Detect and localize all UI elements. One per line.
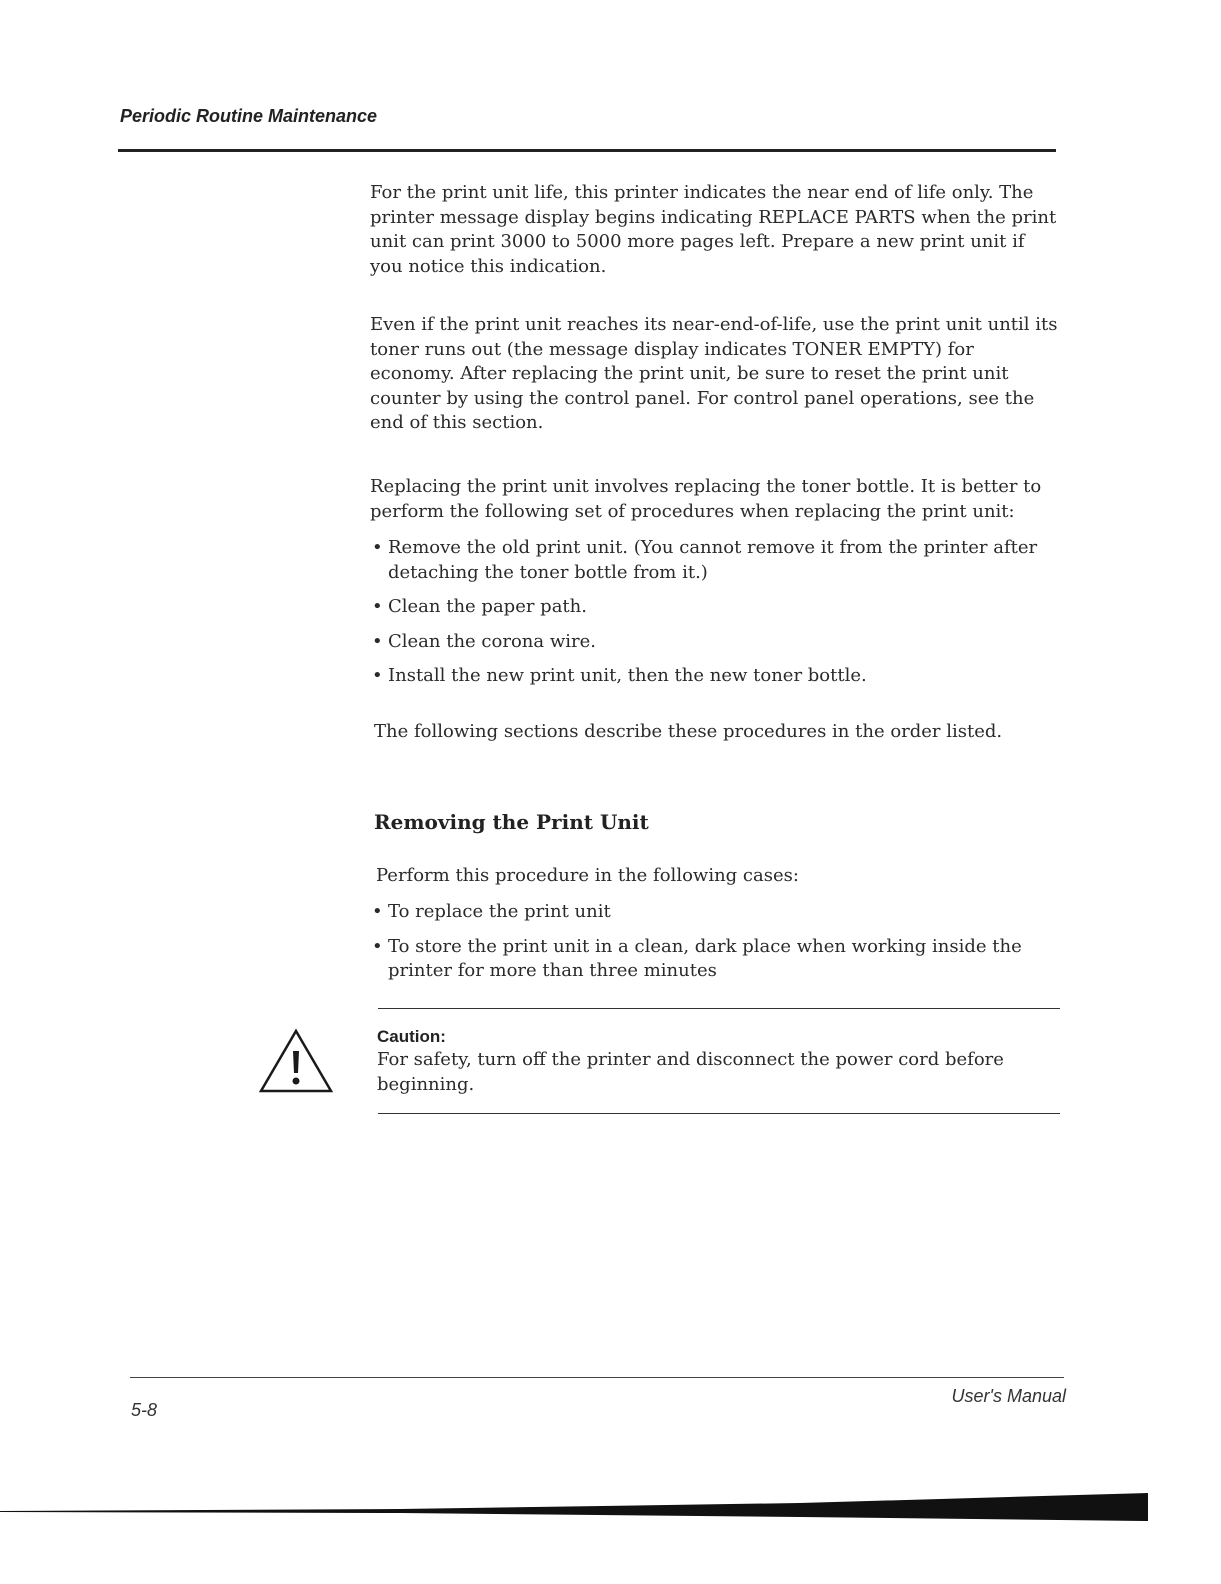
bullet-glyph: • xyxy=(372,596,383,617)
list-item-text: Install the new print unit, then the new toner bottle. xyxy=(388,665,867,686)
footer-divider xyxy=(130,1377,1064,1378)
bullet-glyph: • xyxy=(372,665,383,686)
list-item-text: Clean the paper path. xyxy=(388,596,587,617)
paragraph-print-unit-life: For the print unit life, this printer indicates the near end of life only. The printer message display begins indicating REPLACE PARTS when the print unit can print 3000 to 5000 more pages left. Prepare a new print unit if you notice this indication. xyxy=(370,182,1057,277)
list-item xyxy=(372,536,1062,585)
list-item-text: Clean the corona wire. xyxy=(388,630,596,652)
cases-list xyxy=(372,900,1062,994)
warning-triangle-icon xyxy=(258,1027,334,1095)
page-header-title: Periodic Routine Maintenance xyxy=(120,106,378,126)
list-item xyxy=(372,595,1062,620)
section-heading: Removing the Print Unit xyxy=(374,810,649,834)
list-item xyxy=(372,664,1062,689)
list-item xyxy=(372,900,1062,925)
bullet-glyph: • xyxy=(372,935,383,957)
paragraph-near-end-of-life: Even if the print unit reaches its near-end-of-life, use the print unit until its toner runs out (the message display indicates TONER EMPTY) for economy. After replacing the print unit, be sure to reset the print unit counter by using the control panel. For control panel operations, see the end of this section. xyxy=(370,314,1058,433)
bullet-glyph: • xyxy=(372,537,383,558)
bullet-glyph: • xyxy=(372,630,383,652)
header-divider xyxy=(118,149,1056,152)
page-number: 5-8 xyxy=(131,1400,158,1420)
caution-text: For safety, turn off the printer and disconnect the power cord before beginning. xyxy=(377,1049,1004,1095)
caution-label: Caution: xyxy=(377,1027,446,1046)
list-item-text: Remove the old print unit. (You cannot remove it from the printer after detaching the toner bottle from it.) xyxy=(388,537,1038,583)
paragraph-sections-order: The following sections describe these procedures in the order listed. xyxy=(374,721,1003,742)
caution-top-rule xyxy=(378,1008,1060,1009)
list-item xyxy=(372,935,1062,984)
manual-title: User's Manual xyxy=(951,1386,1066,1406)
scan-edge-bar xyxy=(0,1493,1148,1521)
list-item-text: To replace the print unit xyxy=(388,901,611,922)
paragraph-replacing-print-unit: Replacing the print unit involves replacing the toner bottle. It is better to perform the following set of procedures when replacing the print unit: xyxy=(370,476,1042,522)
caution-bottom-rule xyxy=(378,1113,1060,1114)
bullet-glyph: • xyxy=(372,901,383,922)
paragraph-cases-intro: Perform this procedure in the following cases: xyxy=(376,865,799,886)
procedure-list xyxy=(372,536,1062,699)
list-item xyxy=(372,630,1062,655)
list-item-text: To store the print unit in a clean, dark place when working inside the printer for more than three minutes xyxy=(388,935,1022,981)
